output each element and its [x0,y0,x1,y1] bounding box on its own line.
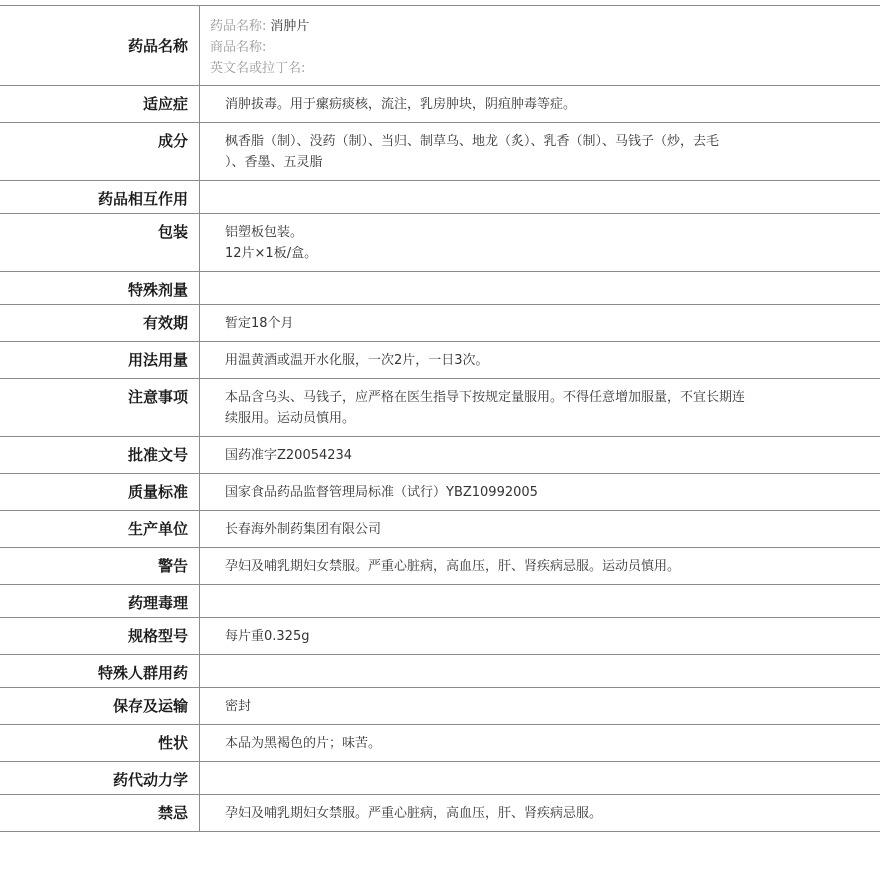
table-row [0,181,880,214]
row-value-line: 本品含乌头、马钱子，应严格在医生指导下按规定量服用。不得任意增加服量，不宜长期连 [225,390,746,405]
row-value-line: 国家食品药品监督管理局标准（试行）YBZ10992005 [225,485,538,500]
row-label: 用法用量 [0,342,200,378]
row-label: 特殊剂量 [0,272,200,304]
row-value [200,511,880,547]
row-label: 药品相互作用 [0,181,200,213]
row-value [200,272,880,304]
table-row [0,474,880,511]
row-value-line: 长春海外制药集团有限公司 [225,522,382,537]
row-value [200,86,880,122]
row-label: 质量标准 [0,474,200,510]
row-label: 适应症 [0,86,200,122]
english-name-line [210,58,870,79]
row-value-line: 孕妇及哺乳期妇女禁服。严重心脏病，高血压，肝、肾疾病忌服。 [225,806,603,821]
table-body [0,86,880,832]
row-label: 药品名称 [0,6,200,85]
trade-name-key: 商品名称: [210,40,267,55]
row-label: 生产单位 [0,511,200,547]
row-label: 性状 [0,725,200,761]
row-label: 特殊人群用药 [0,655,200,687]
table-row [0,272,880,305]
row-value-line: 国药准字Z20054234 [225,448,353,463]
row-value [200,123,880,180]
row-value [200,688,880,724]
row-value-line: 每片重0.325g [225,629,310,644]
row-value [200,379,880,436]
table-row [0,725,880,762]
table-row [0,214,880,272]
row-label: 规格型号 [0,618,200,654]
row-value [200,585,880,617]
row-value [200,655,880,687]
row-label: 警告 [0,548,200,584]
row-label: 包装 [0,214,200,271]
drug-info-table [0,5,880,832]
generic-name-key: 药品名称: [210,19,267,34]
table-row-drug-name [0,6,880,86]
row-label: 成分 [0,123,200,180]
row-value [200,725,880,761]
row-value-line: ）、香墨、五灵脂 [225,155,323,170]
english-name-key: 英文名或拉丁名: [210,61,306,76]
generic-name-line [210,16,870,37]
row-value [200,181,880,213]
table-row [0,123,880,181]
row-label: 禁忌 [0,795,200,831]
table-row [0,618,880,655]
table-row [0,655,880,688]
row-value [200,342,880,378]
row-value-line: 密封 [225,699,252,714]
row-label: 药代动力学 [0,762,200,794]
table-row [0,305,880,342]
row-value-line: 用温黄酒或温开水化服，一次2片，一日3次。 [225,353,489,368]
row-value [200,305,880,341]
row-value-line: 暂定18个月 [225,316,294,331]
row-value-line: 续服用。运动员慎用。 [225,411,356,426]
table-row [0,379,880,437]
row-value [200,214,880,271]
row-label: 保存及运输 [0,688,200,724]
generic-name-value: 消肿片 [270,19,310,34]
table-row [0,86,880,123]
row-value-line: 枫香脂（制）、没药（制）、当归、制草乌、地龙（炙）、乳香（制）、马钱子（炒，去毛 [225,134,720,149]
table-row [0,342,880,379]
row-value [200,474,880,510]
row-label: 有效期 [0,305,200,341]
row-value [200,437,880,473]
row-value-line: 消肿拔毒。用于瘰疬痰核，流注，乳房肿块，阴疽肿毒等症。 [225,97,577,112]
trade-name-line [210,37,870,58]
table-row [0,762,880,795]
table-row [0,795,880,832]
table-row [0,437,880,474]
row-label: 药理毒理 [0,585,200,617]
row-value-line: 铝塑板包装。 [225,225,304,240]
row-label: 批准文号 [0,437,200,473]
row-value [200,618,880,654]
drug-name-block [200,6,880,85]
row-label: 注意事项 [0,379,200,436]
row-value [200,795,880,831]
table-row [0,511,880,548]
table-row [0,688,880,725]
table-row [0,548,880,585]
row-value-line: 12片×1板/盒。 [225,246,318,261]
table-row [0,585,880,618]
row-value [200,548,880,584]
row-value [200,762,880,794]
row-value-line: 孕妇及哺乳期妇女禁服。严重心脏病，高血压，肝、肾疾病忌服。运动员慎用。 [225,559,681,574]
row-value-line: 本品为黑褐色的片；味苦。 [225,736,382,751]
